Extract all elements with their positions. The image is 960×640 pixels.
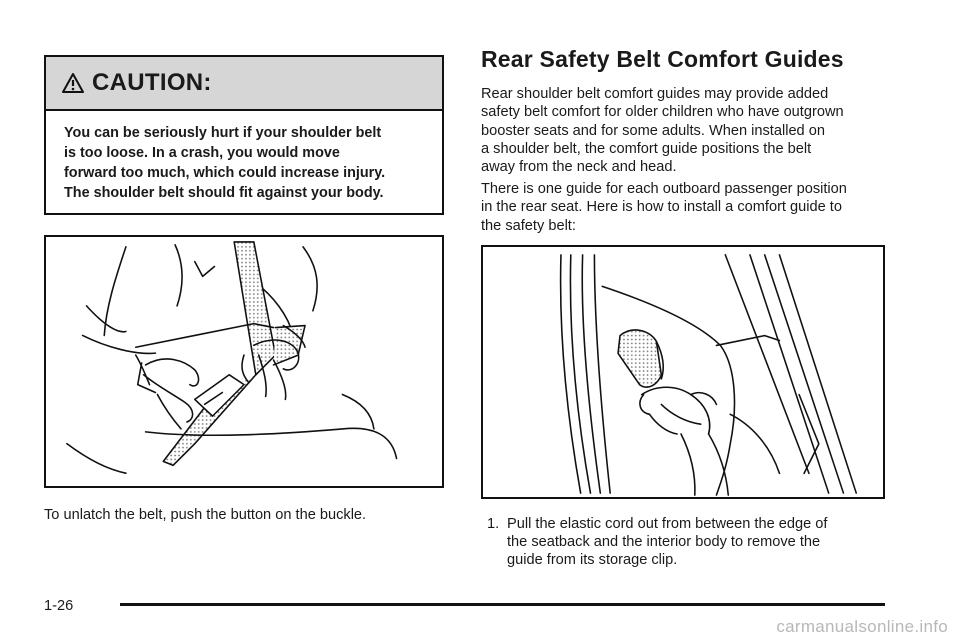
step-number: 1.	[487, 516, 500, 532]
caution-line: You can be seriously hurt if your shoulder belt	[64, 125, 382, 141]
list-item	[481, 515, 891, 569]
warning-triangle-icon	[62, 72, 84, 94]
section-heading: Rear Safety Belt Comfort Guides	[481, 46, 844, 72]
paragraph-line: booster seats and for some adults. When installed on	[481, 122, 825, 139]
buckle-drawing	[46, 237, 442, 486]
page-number: 1-26	[44, 598, 74, 614]
paragraph-intro	[481, 85, 901, 176]
step-line: the seatback and the interior body to remove the	[507, 534, 821, 550]
caution-line: The shoulder belt should fit against your body.	[64, 185, 384, 201]
paragraph-line: safety belt comfort for older children who have outgrown	[481, 104, 844, 121]
footer-rule	[120, 603, 885, 606]
install-steps	[481, 515, 891, 569]
buckle-illustration	[44, 235, 444, 488]
watermark: carmanualsonline.info	[776, 617, 948, 636]
caution-title: CAUTION:	[92, 69, 212, 96]
step-line: guide from its storage clip.	[507, 552, 678, 568]
paragraph-line: a shoulder belt, the comfort guide positions the belt	[481, 140, 812, 157]
paragraph-line: away from the neck and head.	[481, 159, 677, 176]
caution-header	[46, 57, 442, 111]
caution-line: is too loose. In a crash, you would move	[64, 145, 340, 161]
paragraph-line: There is one guide for each outboard passenger position	[481, 181, 847, 197]
caution-line: forward too much, which could increase injury.	[64, 165, 386, 181]
caution-box	[44, 55, 444, 215]
paragraph-guides	[481, 180, 901, 235]
paragraph-line: in the rear seat. Here is how to install a comfort guide to	[481, 199, 842, 216]
caution-text	[46, 111, 442, 203]
step-line: Pull the elastic cord out from between the edge of	[507, 516, 828, 532]
comfort-guide-drawing	[483, 247, 883, 497]
paragraph-line: the safety belt:	[481, 217, 576, 234]
comfort-guide-illustration	[481, 245, 885, 499]
figure-caption: To unlatch the belt, push the button on the buckle.	[44, 507, 367, 523]
paragraph-line: Rear shoulder belt comfort guides may provide added	[481, 86, 829, 102]
